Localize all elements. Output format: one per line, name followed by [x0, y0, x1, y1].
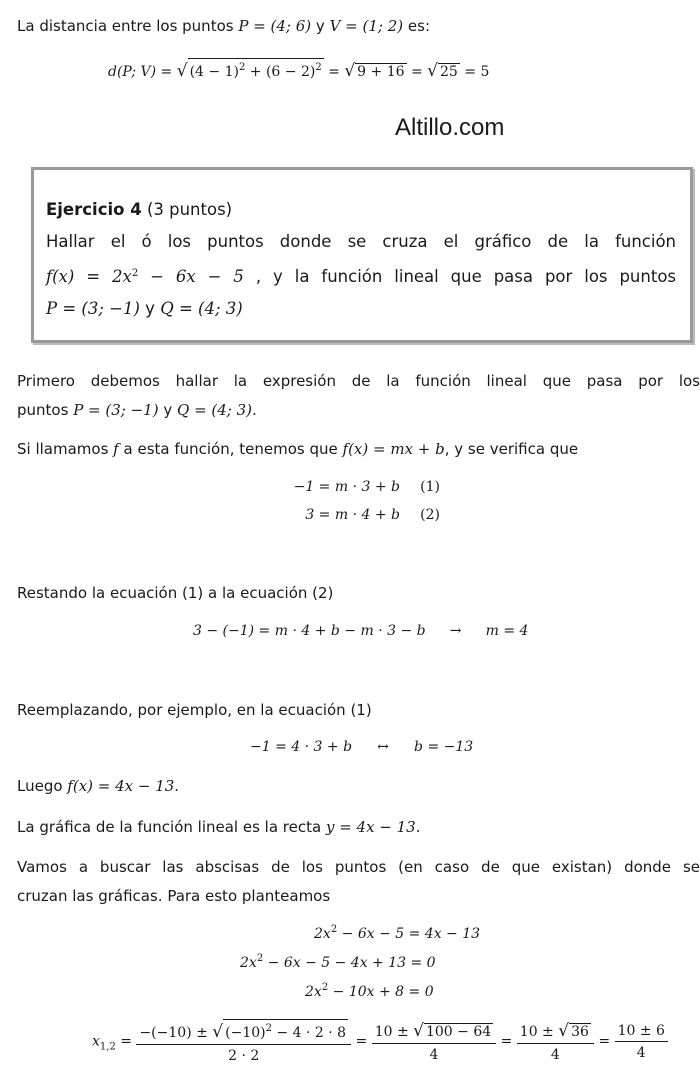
intro-text-end: es:: [403, 17, 431, 35]
quadratic-formula: $x_{1,2}$ = $\frac{-(-10) \pm √ (-10)^2 - 4 \cdot 2 \cdot 8}{2 \cdot 2}$ = $\frac{10 \pm √ 100 - 64}{4}$ = $\frac{10 \pm √ 36}{4}$ = $\frac{10 \pm 6}{4}$: [92, 1019, 668, 1064]
fraction-4: $\frac{10 \pm 6}{4}$: [615, 1023, 668, 1061]
quadratic-eq-1: $2x^2 - 6x - 5 = 4x - 13$: [314, 924, 481, 942]
b-equation: −1 = 4 · 3 + b ↔ b = −13: [250, 739, 474, 755]
point-v: V = (1; 2): [329, 17, 404, 35]
exercise-line-3: P = (3; −1) y Q = (4; 3): [46, 299, 243, 318]
exercise-line-1: Hallar el ó los puntos donde se cruza el gráfico de la función: [46, 232, 676, 251]
paragraph-6: La gráfica de la función lineal es la recta y = 4x − 13.: [17, 818, 421, 836]
exercise-box: [31, 167, 693, 343]
exercise-points: (3 puntos): [141, 200, 233, 219]
quadratic-eq-2: $2x^2 - 6x - 5 - 4x + 13 = 0$: [240, 953, 436, 971]
intro-and: y: [311, 17, 330, 35]
subtraction-equation: 3 − (−1) = m · 4 + b − m · 3 − b → m = 4: [193, 623, 529, 639]
paragraph-3: Restando la ecuación (1) a la ecuación (2): [17, 584, 334, 602]
fraction-2: $\frac{10 \pm √ 100 - 64}{4}$: [372, 1021, 496, 1063]
paragraph-5: Luego f(x) = 4x − 13.: [17, 777, 180, 795]
system-eq-1: −1 = m · 3 + b (1): [293, 479, 440, 495]
fraction-1: $\frac{-(-10) \pm √ (-10)^2 - 4 \cdot 2 \cdot 8}{2 \cdot 2}$: [136, 1019, 351, 1064]
watermark: Altillo.com: [395, 114, 505, 141]
intro-line: [17, 13, 700, 39]
exercise-line-2: $f(x) = 2x^2 - 6x - 5$ , y la función lineal que pasa por los puntos: [46, 267, 677, 286]
system-eq-2: 3 = m · 4 + b (2): [305, 507, 440, 523]
paragraph-2: Si llamamos f a esta función, tenemos que f(x) = mx + b, y se verifica que: [17, 440, 579, 458]
exercise-title: Ejercicio 4: [46, 200, 142, 219]
quadratic-eq-3: $2x^2 - 10x + 8 = 0$: [305, 982, 434, 1000]
point-p: P = (4; 6): [238, 17, 312, 35]
paragraph-4: Reemplazando, por ejemplo, en la ecuación (1): [17, 701, 372, 719]
intro-text-start: La distancia entre los puntos: [17, 17, 239, 35]
paragraph-1: Primero debemos hallar la expresión de la función lineal que pasa por los puntos P = (3; −1) y Q = (4; 3).: [17, 372, 700, 419]
fraction-3: $\frac{10 \pm √ 36}{4}$: [517, 1021, 594, 1063]
paragraph-7: Vamos a buscar las abscisas de los puntos (en caso de que existan) donde se cruzan las gráficas. Para esto planteamos: [17, 858, 700, 905]
exercise-heading: [46, 194, 676, 226]
distance-equation: d(P; V) = √ $(4 - 1)^2 + (6 - 2)^2$ = √ 9 + 16 = √ 25 = 5: [108, 58, 489, 81]
